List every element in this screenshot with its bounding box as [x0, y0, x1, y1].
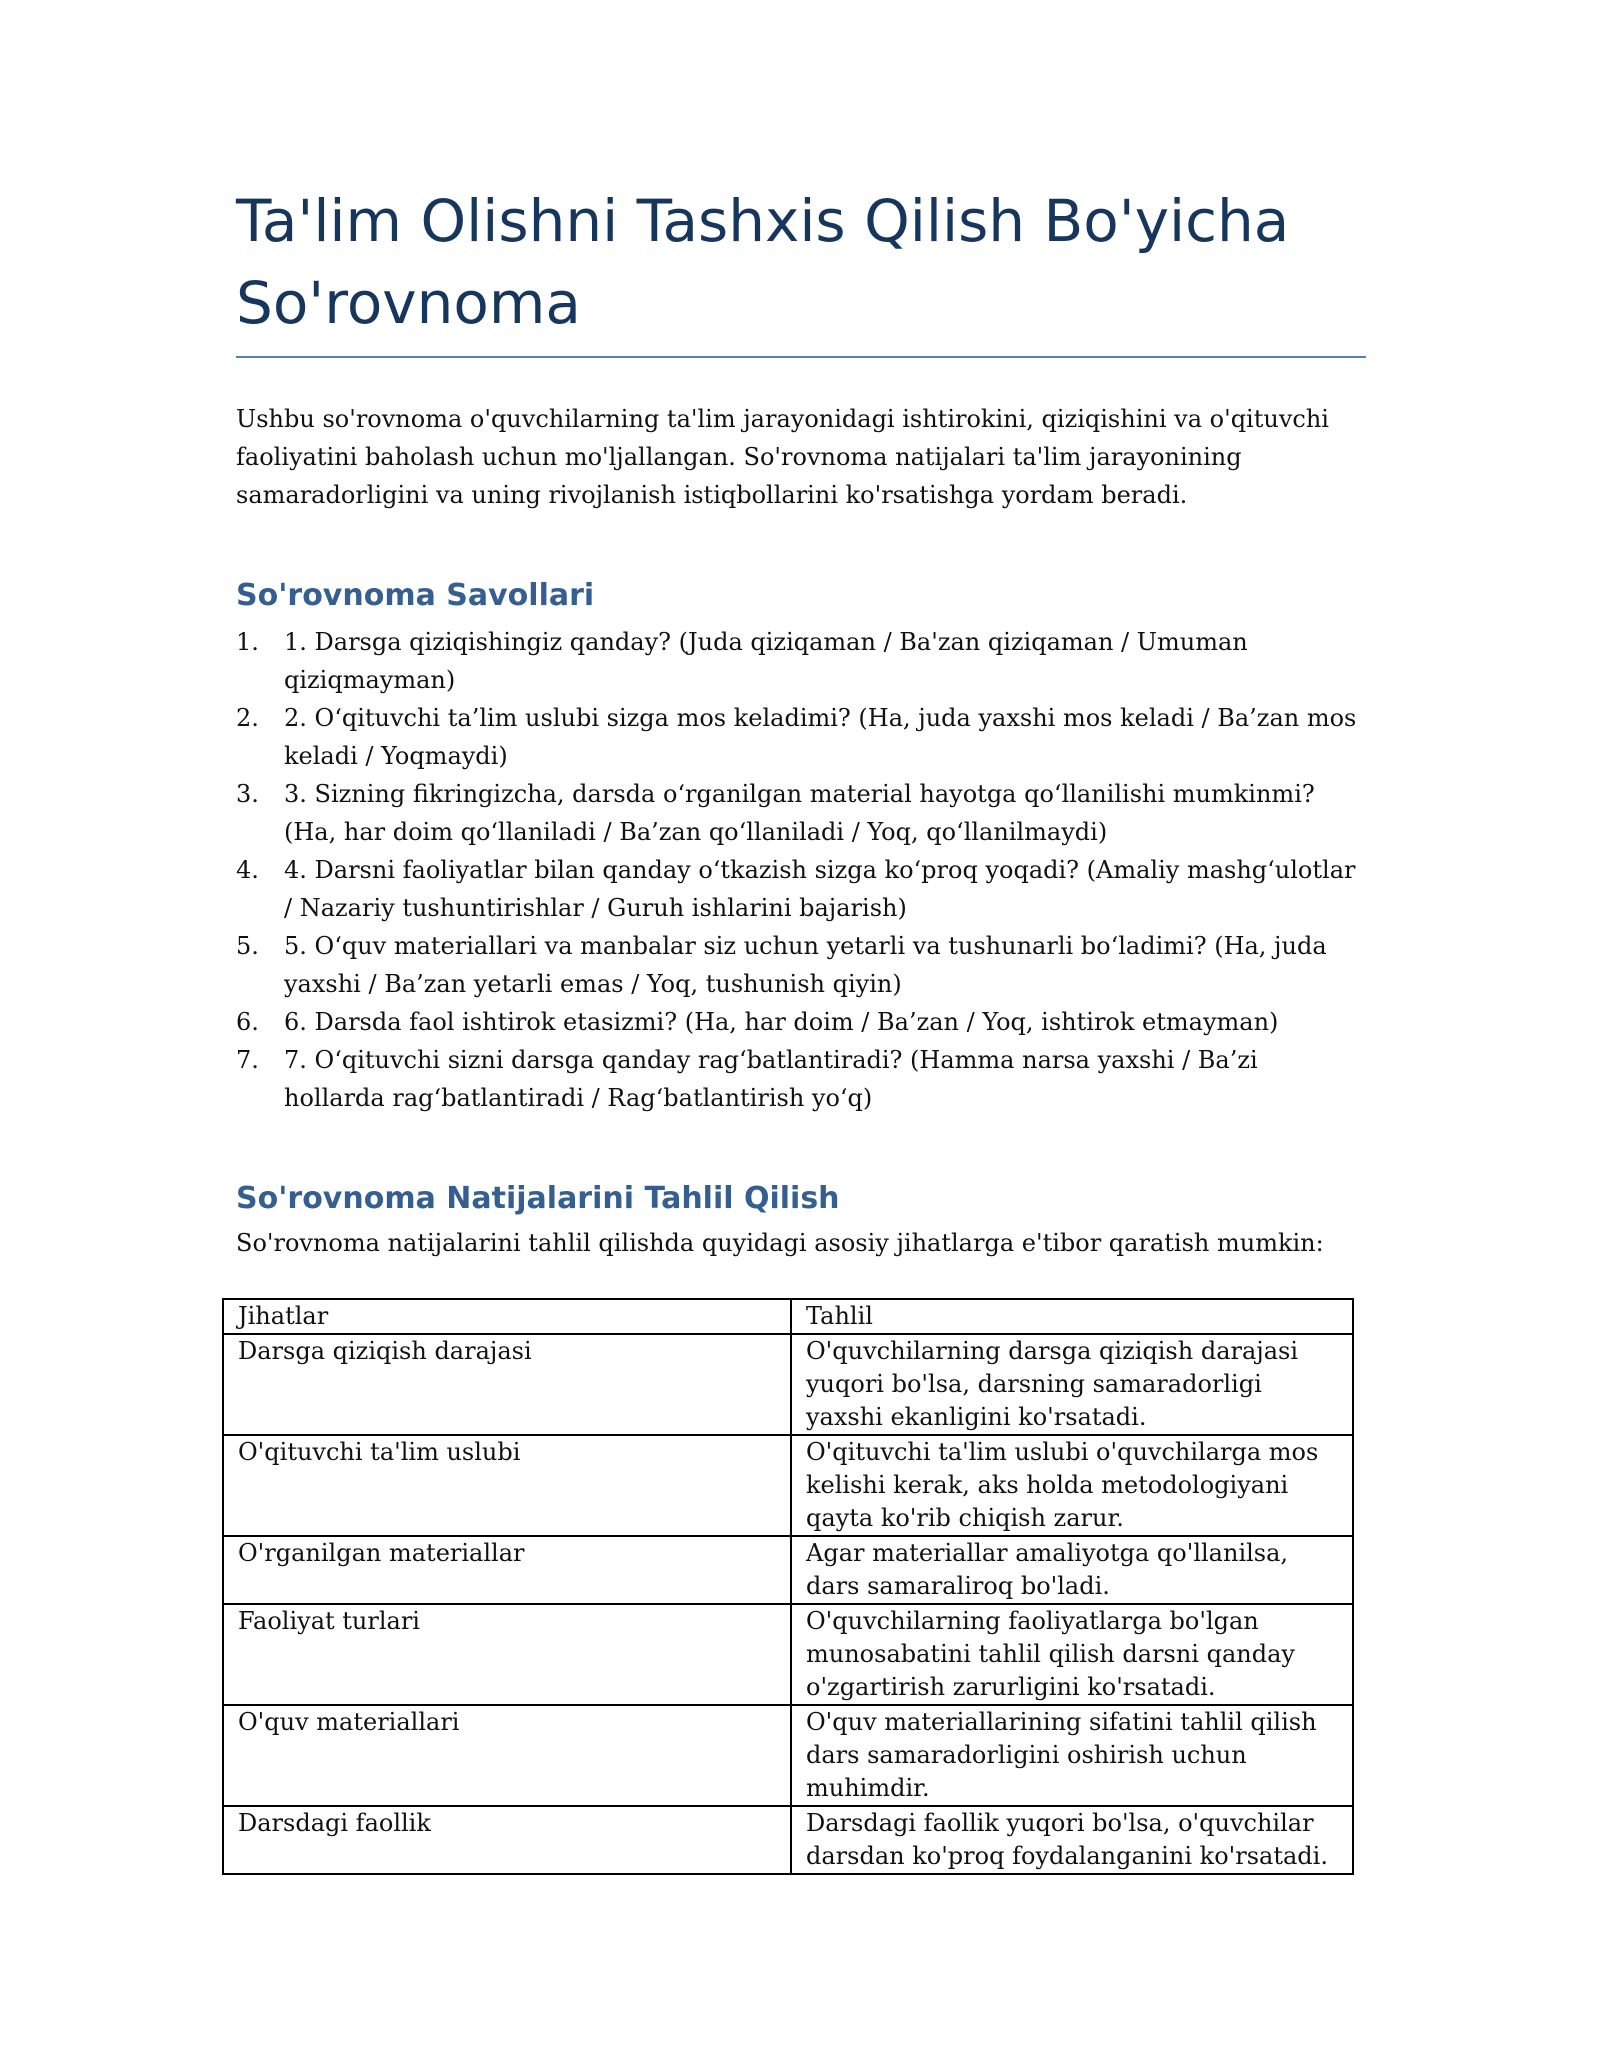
table-row — [223, 1435, 1353, 1536]
table-row — [223, 1806, 1353, 1874]
table-cell: O'quvchilarning faoliyatlarga bo'lgan munosabatini tahlil qilish darsni qanday o'zgartirish zarurligini ko'rsatadi. — [791, 1604, 1353, 1705]
list-number: 5. — [236, 932, 259, 960]
table-row — [223, 1334, 1353, 1435]
question-text: 2. O‘qituvchi ta’lim uslubi sizga mos keladimi? (Ha, juda yaxshi mos keladi / Ba’zan mos keladi / Yoqmaydi) — [284, 704, 1357, 770]
question-text: 7. O‘qituvchi sizni darsga qanday rag‘batlantiradi? (Hamma narsa yaxshi / Ba’zi hollarda rag‘batlantiradi / Rag‘batlantirish yo‘q) — [284, 1046, 1258, 1112]
question-text: 1. Darsga qiziqishingiz qanday? (Juda qiziqaman / Ba'zan qiziqaman / Umuman qiziqmayman) — [284, 628, 1248, 694]
list-number: 3. — [236, 780, 259, 808]
list-item — [236, 699, 1366, 775]
question-text: 5. O‘quv materiallari va manbalar siz uchun yetarli va tushunarli bo‘ladimi? (Ha, juda yaxshi / Ba’zan yetarli emas / Yoq, tushunish qiyin) — [284, 932, 1327, 998]
table-cell: O'quv materiallarining sifatini tahlil qilish dars samaradorligini oshirish uchun muhimdir. — [791, 1705, 1353, 1806]
table-cell: O'qituvchi ta'lim uslubi — [223, 1435, 791, 1536]
question-text: 6. Darsda faol ishtirok etasizmi? (Ha, har doim / Ba’zan / Yoq, ishtirok etmayman) — [284, 1008, 1279, 1036]
list-item — [236, 927, 1366, 1003]
list-number: 6. — [236, 1008, 259, 1036]
table-row — [223, 1536, 1353, 1604]
table-cell: Darsdagi faollik — [223, 1806, 791, 1874]
column-header: Tahlil — [791, 1299, 1353, 1334]
column-header: Jihatlar — [223, 1299, 791, 1334]
list-item — [236, 623, 1366, 699]
list-number: 1. — [236, 628, 259, 656]
table-cell: Darsga qiziqish darajasi — [223, 1334, 791, 1435]
list-number: 2. — [236, 704, 259, 732]
list-item — [236, 1041, 1366, 1117]
question-text: 4. Darsni faoliyatlar bilan qanday o‘tkazish sizga ko‘proq yoqadi? (Amaliy mashg‘ulotlar / Nazariy tushuntirishlar / Guruh ishlarini bajarish) — [284, 856, 1356, 922]
list-number: 4. — [236, 856, 259, 884]
table-cell: O'quv materiallari — [223, 1705, 791, 1806]
analysis-heading: So'rovnoma Natijalarini Tahlil Qilish — [236, 1181, 840, 1216]
table-cell: Agar materiallar amaliyotga qo'llanilsa, dars samaraliroq bo'ladi. — [791, 1536, 1353, 1604]
table-header-row — [223, 1299, 1353, 1334]
analysis-intro-paragraph: So'rovnoma natijalarini tahlil qilishda quyidagi asosiy jihatlarga e'tibor qaratish mumkin: — [236, 1229, 1324, 1257]
list-item — [236, 775, 1366, 851]
analysis-table — [222, 1298, 1354, 1875]
document-title: Ta'lim Olishni Tashxis Qilish Bo'yicha So'rovnoma — [236, 180, 1366, 358]
intro-paragraph: Ushbu so'rovnoma o'quvchilarning ta'lim jarayonidagi ishtirokini, qiziqishini va o'qituvchi faoliyatini baholash uchun mo'ljallangan. So'rovnoma natijalari ta'lim jarayonining samaradorligini va uning rivojlanish istiqbollarini ko'rsatishga yordam beradi. — [236, 405, 1329, 509]
document-page — [236, 180, 1366, 1875]
table-cell: O'quvchilarning darsga qiziqish darajasi yuqori bo'lsa, darsning samaradorligi yaxshi ekanligini ko'rsatadi. — [791, 1334, 1353, 1435]
table-cell: O'rganilgan materiallar — [223, 1536, 791, 1604]
questions-list — [236, 623, 1366, 1117]
table-cell: O'qituvchi ta'lim uslubi o'quvchilarga mos kelishi kerak, aks holda metodologiyani qayta ko'rib chiqish zarur. — [791, 1435, 1353, 1536]
questions-heading: So'rovnoma Savollari — [236, 578, 595, 613]
table-cell: Faoliyat turlari — [223, 1604, 791, 1705]
list-item — [236, 851, 1366, 927]
table-row — [223, 1604, 1353, 1705]
table-cell: Darsdagi faollik yuqori bo'lsa, o'quvchilar darsdan ko'proq foydalanganini ko'rsatadi. — [791, 1806, 1353, 1874]
question-text: 3. Sizning fikringizcha, darsda o‘rganilgan material hayotga qo‘llanilishi mumkinmi? (Ha, har doim qo‘llaniladi / Ba’zan qo‘llaniladi / Yoq, qo‘llanilmaydi) — [284, 780, 1315, 846]
list-item — [236, 1003, 1366, 1041]
table-row — [223, 1705, 1353, 1806]
list-number: 7. — [236, 1046, 259, 1074]
